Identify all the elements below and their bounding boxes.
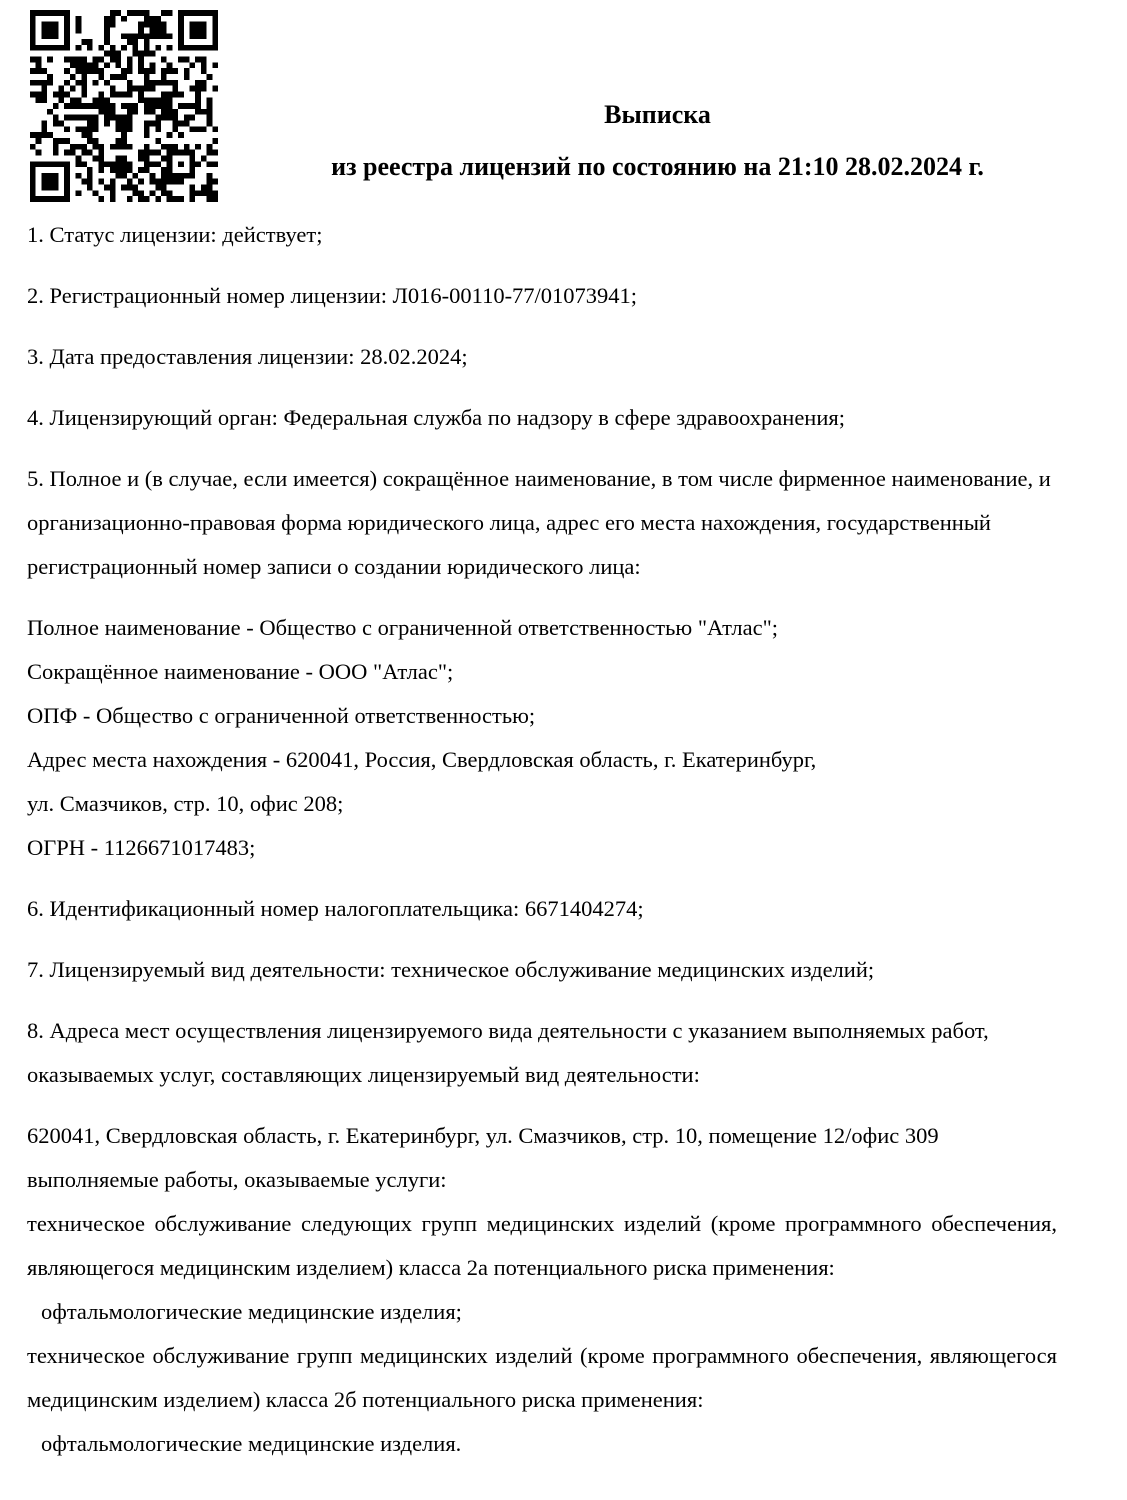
addresses-intro: 8. Адреса мест осуществления лицензируемого вида деятельности с указанием выполняемых работ, оказываемых услуг, составляющих лицензируемый вид деятельности: [27,1018,989,1087]
document-header [0,0,1127,205]
document-subtitle: из реестра лицензий по состоянию на 21:10 28.02.2024 г. [331,152,984,181]
works-class-2a: техническое обслуживание следующих групп медицинских изделий (кроме программного обеспечения, являющегося медицинским изделием) класса 2а потенциального риска применения: [27,1211,1057,1280]
work-address-block [27,1114,1057,1466]
qr-code [30,10,218,202]
taxpayer-inn: 6. Идентификационный номер налогоплательщика: 6671404274; [27,896,644,921]
license-reg-number: 2. Регистрационный номер лицензии: Л016-00110-77/01073941; [27,283,638,308]
entity-opf: ОПФ - Общество с ограниченной ответственностью; [27,703,536,728]
ophthalmic-items-2b: офтальмологические медицинские изделия. [41,1431,462,1456]
document-body [0,213,1127,1466]
entity-ogrn: ОГРН - 1126671017483; [27,835,256,860]
entity-address-line1: Адрес места нахождения - 620041, Россия, Свердловская область, г. Екатеринбург, [27,747,817,772]
license-status: 1. Статус лицензии: действует; [27,222,323,247]
work-address: 620041, Свердловская область, г. Екатеринбург, ул. Смазчиков, стр. 10, помещение 12/офис 309 [27,1123,939,1148]
entity-details [27,606,1057,870]
licensed-activity: 7. Лицензируемый вид деятельности: техническое обслуживание медицинских изделий; [27,957,875,982]
document-title: Выписка [604,100,711,129]
entity-full-name: Полное наименование - Общество с ограниченной ответственностью "Атлас"; [27,615,779,640]
entity-intro: 5. Полное и (в случае, если имеется) сокращённое наименование, в том числе фирменное наименование, и организационно-правовая форма юридического лица, адрес его места нахождения, государственный регистрационный номер записи о создании юридического лица: [27,466,1051,579]
works-label: выполняемые работы, оказываемые услуги: [27,1167,447,1192]
license-grant-date: 3. Дата предоставления лицензии: 28.02.2024; [27,344,468,369]
ophthalmic-items-2a: офтальмологические медицинские изделия; [41,1299,462,1324]
entity-short-name: Сокращённое наименование - ООО "Атлас"; [27,659,454,684]
licensing-authority: 4. Лицензирующий орган: Федеральная служба по надзору в сфере здравоохранения; [27,405,845,430]
works-class-2b: техническое обслуживание групп медицинских изделий (кроме программного обеспечения, являющегося медицинским изделием) класса 2б потенциального риска применения: [27,1343,1057,1412]
entity-address-line2: ул. Смазчиков, стр. 10, офис 208; [27,791,344,816]
